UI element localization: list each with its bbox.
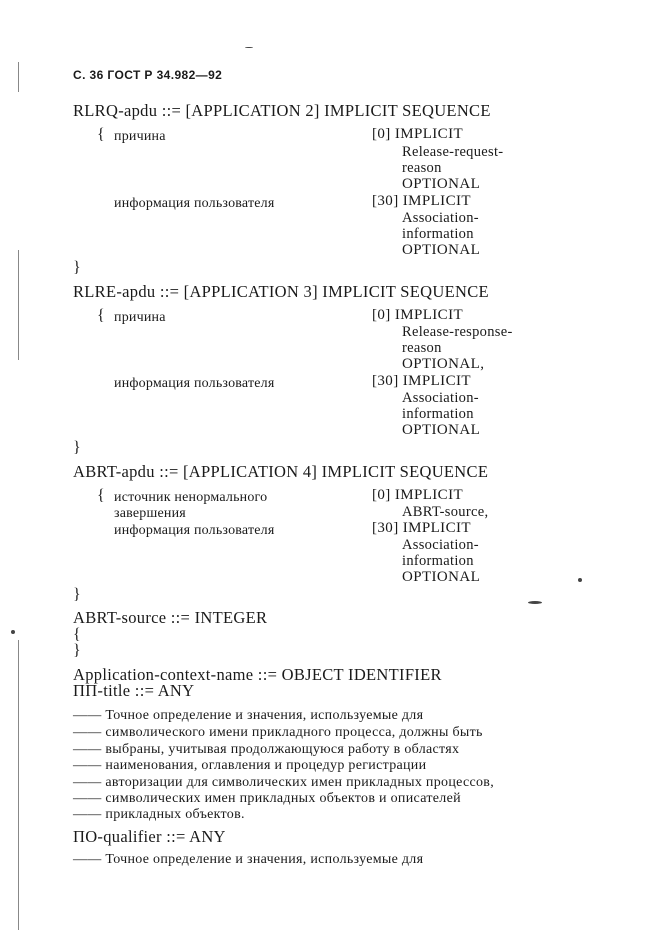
- rlrq-reason-type-2: reason: [402, 160, 442, 176]
- rlre-user-info-type-1: Association-: [402, 390, 479, 406]
- abrt-user-info-type-1: Association-: [402, 537, 479, 553]
- scan-margin-mark: [18, 250, 19, 360]
- page-header: С. 36 ГОСТ Р 34.982—92: [73, 68, 223, 82]
- rlre-user-info-tag: [30] IMPLICIT: [372, 373, 471, 389]
- rlrq-open-brace: {: [97, 126, 105, 143]
- rlrq-reason-optional: OPTIONAL: [402, 176, 481, 192]
- comment-line: —— Точное определение и значения, используемые для: [73, 708, 424, 723]
- abrt-source-open-brace: {: [73, 626, 81, 643]
- rlrq-reason-type-1: Release-request-: [402, 144, 504, 160]
- rlrq-user-info-optional: OPTIONAL: [402, 242, 481, 258]
- abrt-source-label-1: источник ненормального: [114, 490, 268, 505]
- po-qualifier-definition: ПО-qualifier ::= ANY: [73, 827, 226, 846]
- rlre-user-info-optional: OPTIONAL: [402, 422, 481, 438]
- rlrq-close-brace: }: [73, 259, 81, 276]
- comment-line: —— наименования, оглавления и процедур регистрации: [73, 758, 427, 773]
- rlrq-reason-label: причина: [114, 129, 166, 144]
- scan-margin-mark: [18, 62, 19, 92]
- rlrq-definition: RLRQ-apdu ::= [APPLICATION 2] IMPLICIT SEQUENCE: [73, 101, 491, 120]
- pp-title-definition: ПП-title ::= ANY: [73, 681, 195, 700]
- app-context-definition: Application-context-name ::= OBJECT IDENTIFIER: [73, 665, 442, 684]
- abrt-source-label-2: завершения: [114, 506, 186, 521]
- scan-speck: [528, 601, 542, 604]
- scan-speck: [578, 578, 582, 582]
- abrt-user-info-optional: OPTIONAL: [402, 569, 481, 585]
- comment-line: —— выбраны, учитывая продолжающуюся работу в областях: [73, 742, 460, 757]
- rlre-user-info-type-2: information: [402, 406, 474, 422]
- abrt-source-type: ABRT-source,: [402, 504, 489, 520]
- final-comment-line: —— Точное определение и значения, используемые для: [73, 852, 424, 867]
- rlre-reason-type-1: Release-response-: [402, 324, 513, 340]
- rlre-close-brace: }: [73, 439, 81, 456]
- rlre-open-brace: {: [97, 307, 105, 324]
- rlrq-reason-tag: [0] IMPLICIT: [372, 126, 464, 142]
- abrt-source-close-brace: }: [73, 642, 81, 659]
- scan-speck: [245, 47, 253, 48]
- abrt-source-tag: [0] IMPLICIT: [372, 487, 464, 503]
- rlre-reason-optional: OPTIONAL,: [402, 356, 485, 372]
- rlrq-user-info-tag: [30] IMPLICIT: [372, 193, 471, 209]
- comment-line: —— прикладных объектов.: [73, 807, 245, 822]
- abrt-source-definition: ABRT-source ::= INTEGER: [73, 608, 268, 627]
- rlre-reason-tag: [0] IMPLICIT: [372, 307, 464, 323]
- abrt-user-info-label: информация пользователя: [114, 523, 275, 538]
- rlre-definition: RLRE-apdu ::= [APPLICATION 3] IMPLICIT SEQUENCE: [73, 282, 489, 301]
- abrt-open-brace: {: [97, 487, 105, 504]
- abrt-definition: ABRT-apdu ::= [APPLICATION 4] IMPLICIT SEQUENCE: [73, 462, 489, 481]
- abrt-close-brace: }: [73, 586, 81, 603]
- rlrq-user-info-type-2: information: [402, 226, 474, 242]
- rlrq-user-info-type-1: Association-: [402, 210, 479, 226]
- scan-margin-mark: [18, 640, 19, 930]
- rlre-user-info-label: информация пользователя: [114, 376, 275, 391]
- scan-speck: [11, 630, 15, 634]
- comment-line: —— авторизации для символических имен прикладных процессов,: [73, 775, 495, 790]
- comment-line: —— символических имен прикладных объектов и описателей: [73, 791, 461, 806]
- rlre-reason-type-2: reason: [402, 340, 442, 356]
- abrt-user-info-type-2: information: [402, 553, 474, 569]
- abrt-user-info-tag: [30] IMPLICIT: [372, 520, 471, 536]
- rlrq-user-info-label: информация пользователя: [114, 196, 275, 211]
- rlre-reason-label: причина: [114, 310, 166, 325]
- comment-line: —— символического имени прикладного процесса, должны быть: [73, 725, 483, 740]
